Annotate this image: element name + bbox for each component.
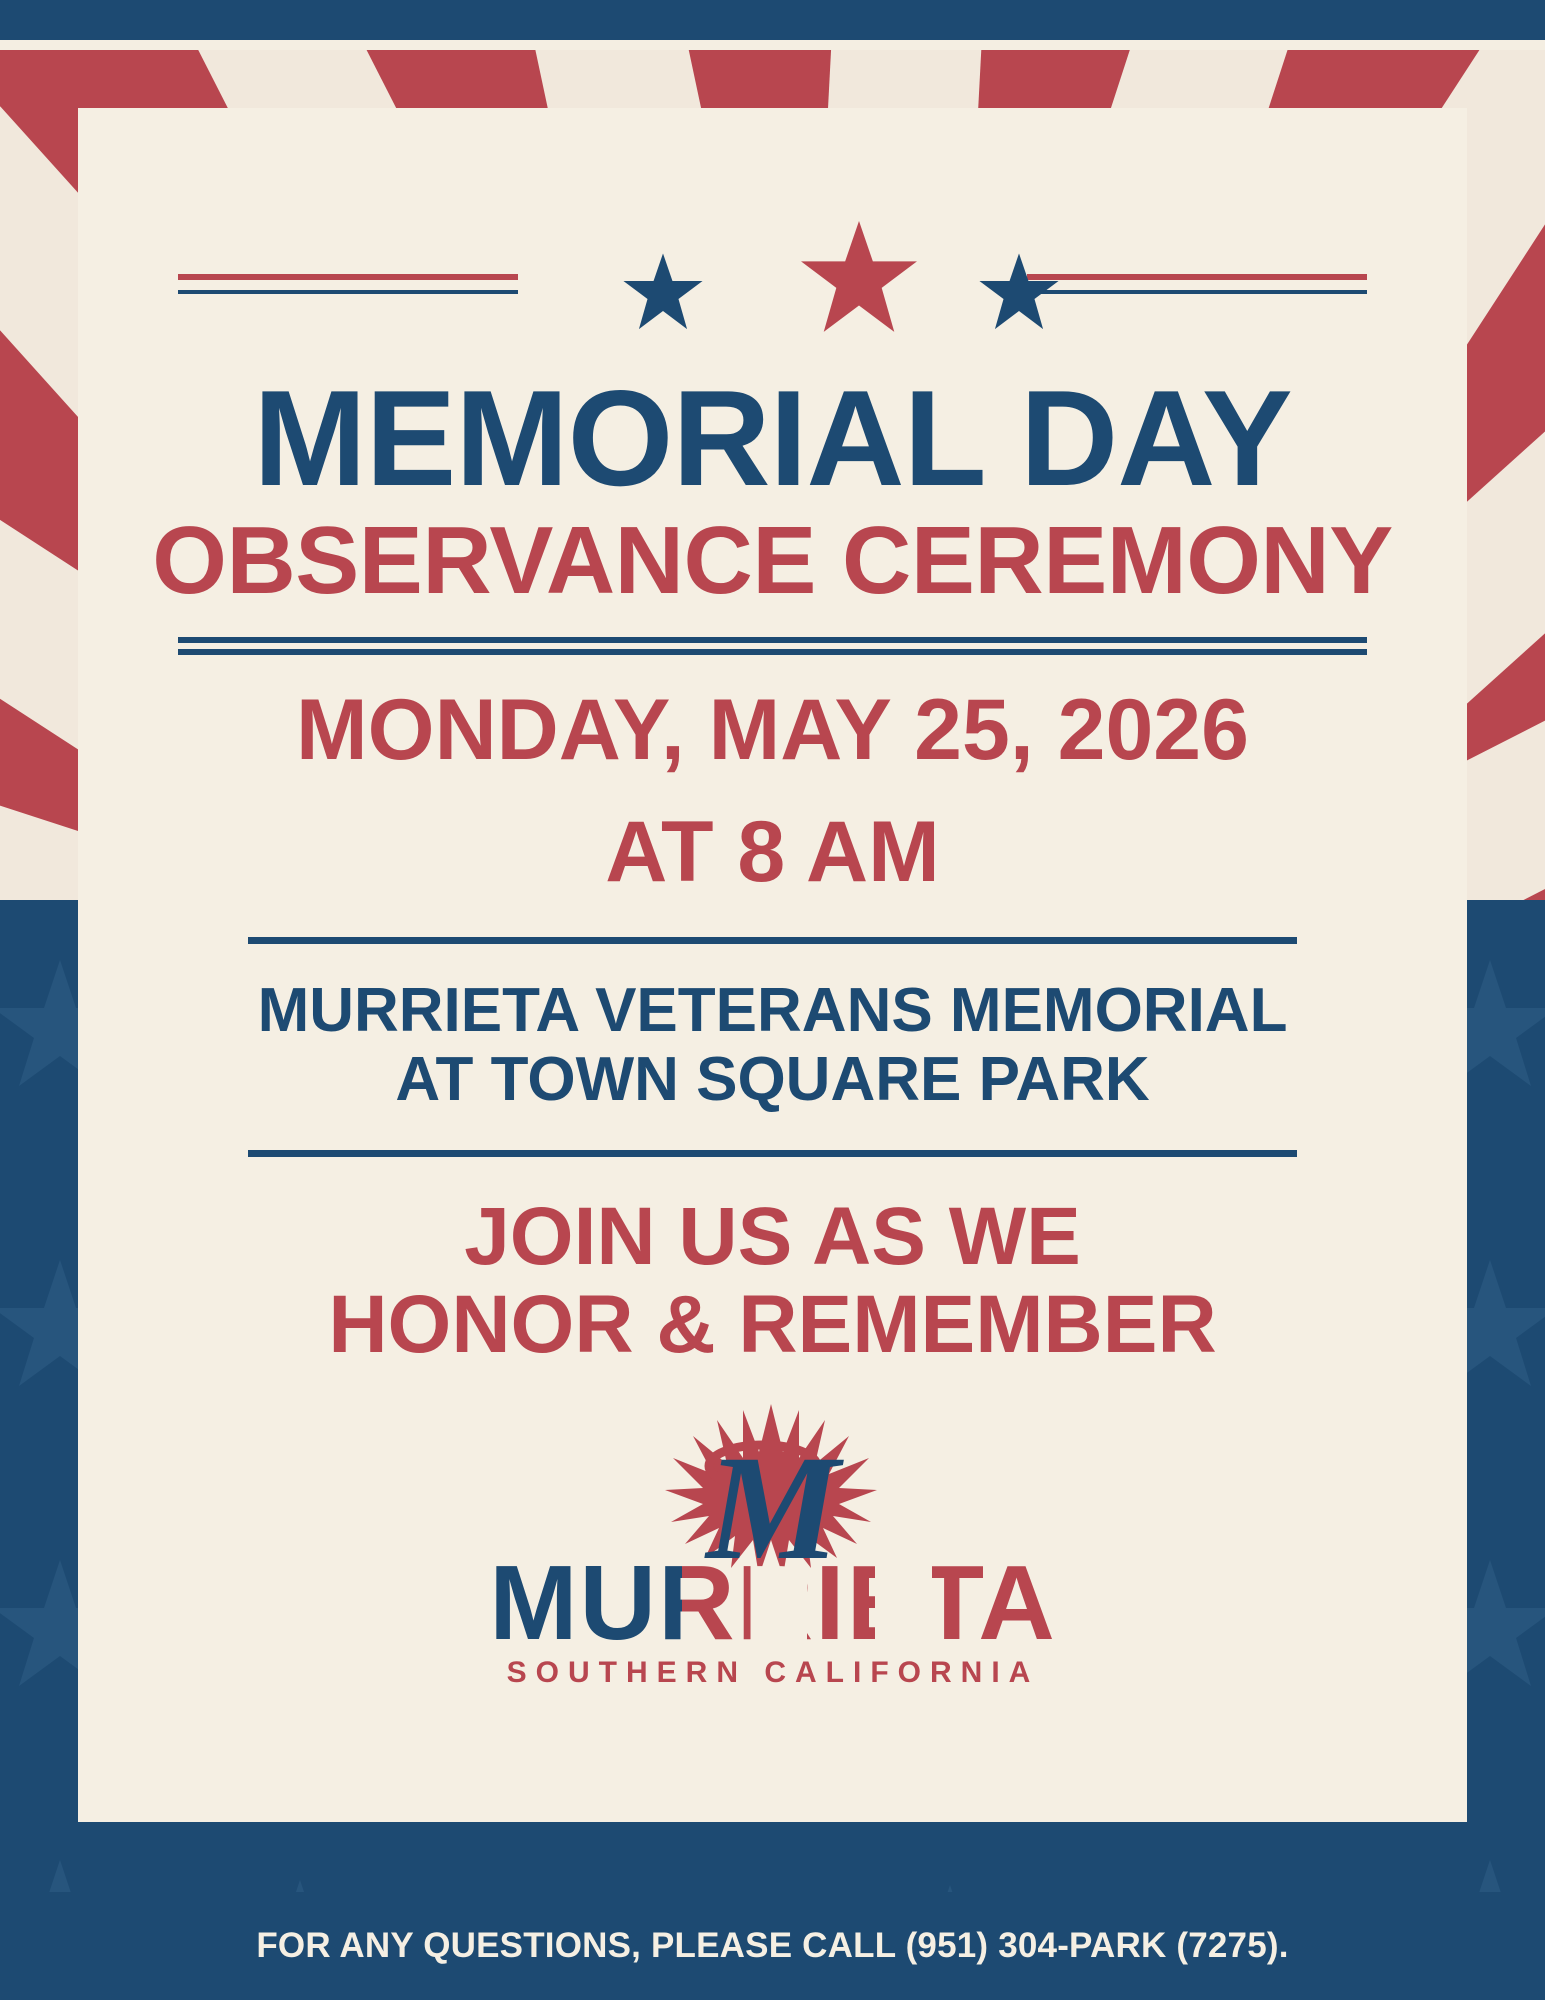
- divider-double: [178, 637, 1367, 653]
- content-card: [78, 108, 1467, 1822]
- logo-monogram: M: [705, 1424, 840, 1591]
- star-icon-right: [976, 250, 1062, 336]
- top-border-highlight: [0, 40, 1545, 50]
- logo-wordmark: MURRIETA: [488, 1543, 1057, 1662]
- divider-under-date: [248, 937, 1297, 944]
- event-time: AT 8 AM: [605, 803, 940, 900]
- star-icon-center: [796, 216, 922, 342]
- divider-under-venue: [248, 1150, 1297, 1157]
- page-title: MEMORIAL DAY: [253, 362, 1292, 514]
- ornament-row: [138, 198, 1407, 368]
- footer-contact-text: FOR ANY QUESTIONS, PLEASE CALL (951) 304-PARK (7275).: [256, 1926, 1289, 1965]
- ornament-rule-right-navy: [1027, 290, 1367, 294]
- star-icon-left: [620, 250, 706, 336]
- ornament-rule-left-navy: [178, 290, 518, 294]
- ornament-rule-left-red: [178, 274, 518, 280]
- event-venue-line-1: MURRIETA VETERANS MEMORIAL: [257, 975, 1288, 1045]
- footer-bar: [0, 1892, 1545, 2000]
- ornament-rule-right-red: [1027, 274, 1367, 280]
- top-border-strip: [0, 0, 1545, 40]
- page-subtitle: OBSERVANCE CEREMONY: [152, 507, 1393, 615]
- event-date: MONDAY, MAY 25, 2026: [296, 682, 1249, 779]
- call-to-action-line-2: HONOR & REMEMBER: [328, 1279, 1217, 1371]
- murrieta-logo-graphic: [463, 1404, 1083, 1704]
- logo-tagline: SOUTHERN CALIFORNIA: [506, 1655, 1039, 1689]
- event-venue-line-2: AT TOWN SQUARE PARK: [395, 1044, 1150, 1114]
- city-logo: [138, 1404, 1407, 1704]
- call-to-action-line-1: JOIN US AS WE: [464, 1190, 1081, 1282]
